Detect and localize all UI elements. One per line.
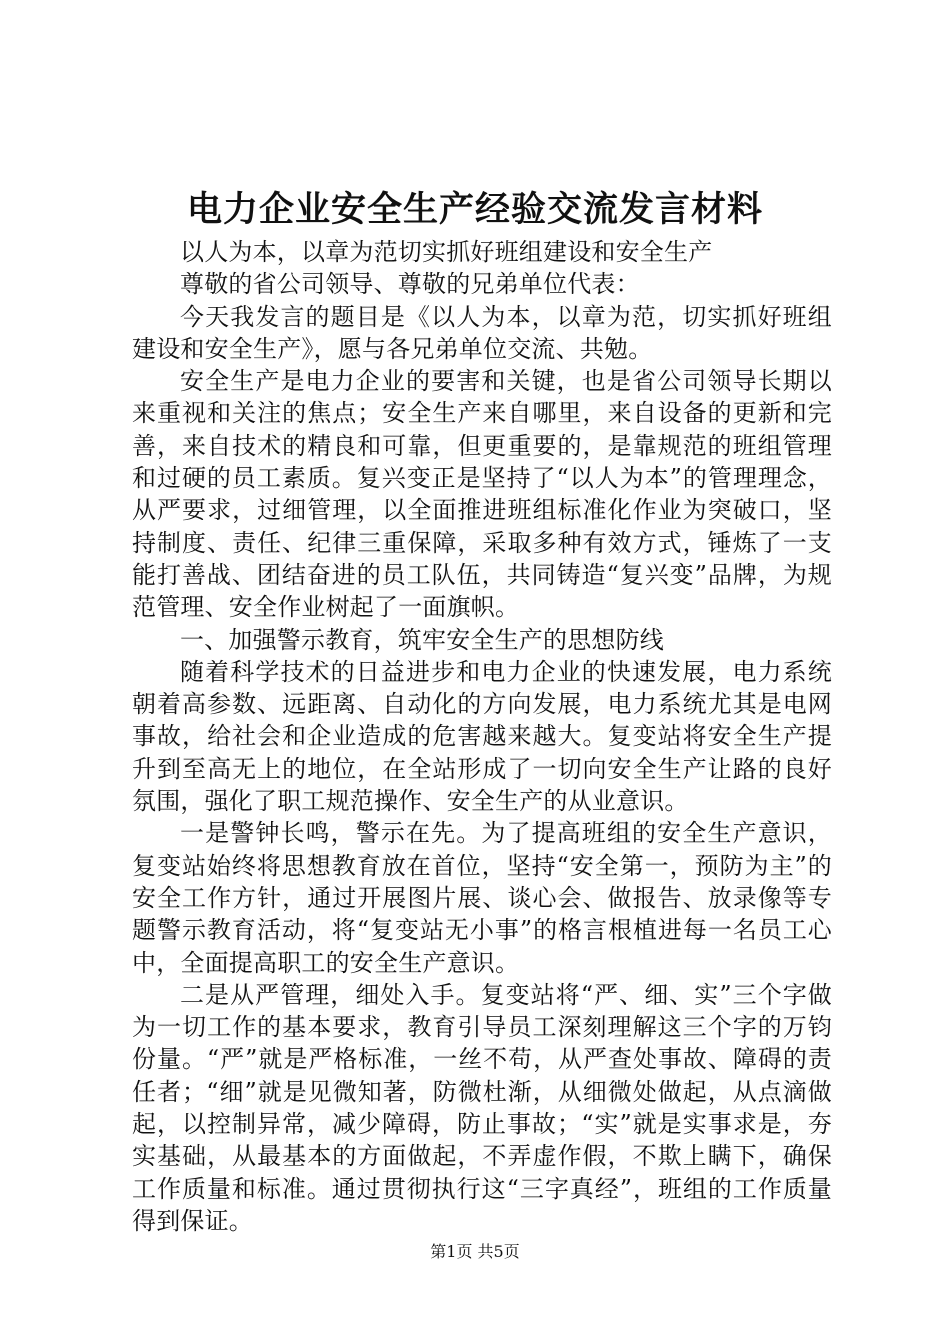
body-paragraph: 安全生产是电力企业的要害和关键，也是省公司领导长期以来重视和关注的焦点；安全生产来自哪里，来自设备的更新和完善，来自技术的精良和可靠，但更重要的，是靠规范的班组管理和过硬的员工素质。复兴变正是坚持了“以人为本”的管理理念，从严要求，过细管理，以全面推进班组标准化作业为突破口，坚持制度、责任、纪律三重保障，采取多种有效方式，锤炼了一支能打善战、团结奋进的员工队伍，共同铸造“复兴变”品牌，为规范管理、安全作业树起了一面旗帜。: [132, 367, 832, 622]
page-number-footer: 第1页 共5页: [430, 1242, 520, 1261]
salutation-paragraph: 尊敬的省公司领导、尊敬的兄弟单位代表：: [180, 270, 640, 299]
document-title: 电力企业安全生产经验交流发言材料: [186, 190, 763, 230]
body-paragraph: 二是从严管理，细处入手。复变站将“严、细、实”三个字做为一切工作的基本要求，教育引导员工深刻理解这三个字的万钧份量。“严”就是严格标准，一丝不苟，从严查处事故、障碍的责任者；“细”就是见微知著，防微杜渐，从细微处做起，从点滴做起，以控制异常，减少障碍，防止事故；“实”就是实事求是，夯实基础，从最基本的方面做起，不弄虚作假，不欺上瞒下，确保工作质量和标准。通过贯彻执行这“三字真经”，班组的工作质量得到保证。: [132, 980, 832, 1235]
document-body: [132, 236, 832, 1237]
body-paragraph: 今天我发言的题目是《以人为本，以章为范，切实抓好班组建设和安全生产》，愿与各兄弟单位交流、共勉。: [132, 302, 832, 363]
subtitle-paragraph: 以人为本，以章为范切实抓好班组建设和安全生产: [180, 238, 713, 266]
section-heading: 一、加强警示教育，筑牢安全生产的思想防线: [180, 625, 664, 654]
body-paragraph: 一是警钟长鸣，警示在先。为了提高班组的安全生产意识，复变站始终将思想教育放在首位，坚持“安全第一，预防为主”的安全工作方针，通过开展图片展、谈心会、做报告、放录像等专题警示教育活动，将“复变站无小事”的格言根植进每一名员工心中，全面提高职工的安全生产意识。: [132, 819, 832, 977]
body-paragraph: 随着科学技术的日益进步和电力企业的快速发展，电力系统朝着高参数、远距离、自动化的方向发展，电力系统尤其是电网事故，给社会和企业造成的危害越来越大。复变站将安全生产提升到至高无上的地位，在全站形成了一切向安全生产让路的良好氛围，强化了职工规范操作、安全生产的从业意识。: [132, 657, 832, 816]
